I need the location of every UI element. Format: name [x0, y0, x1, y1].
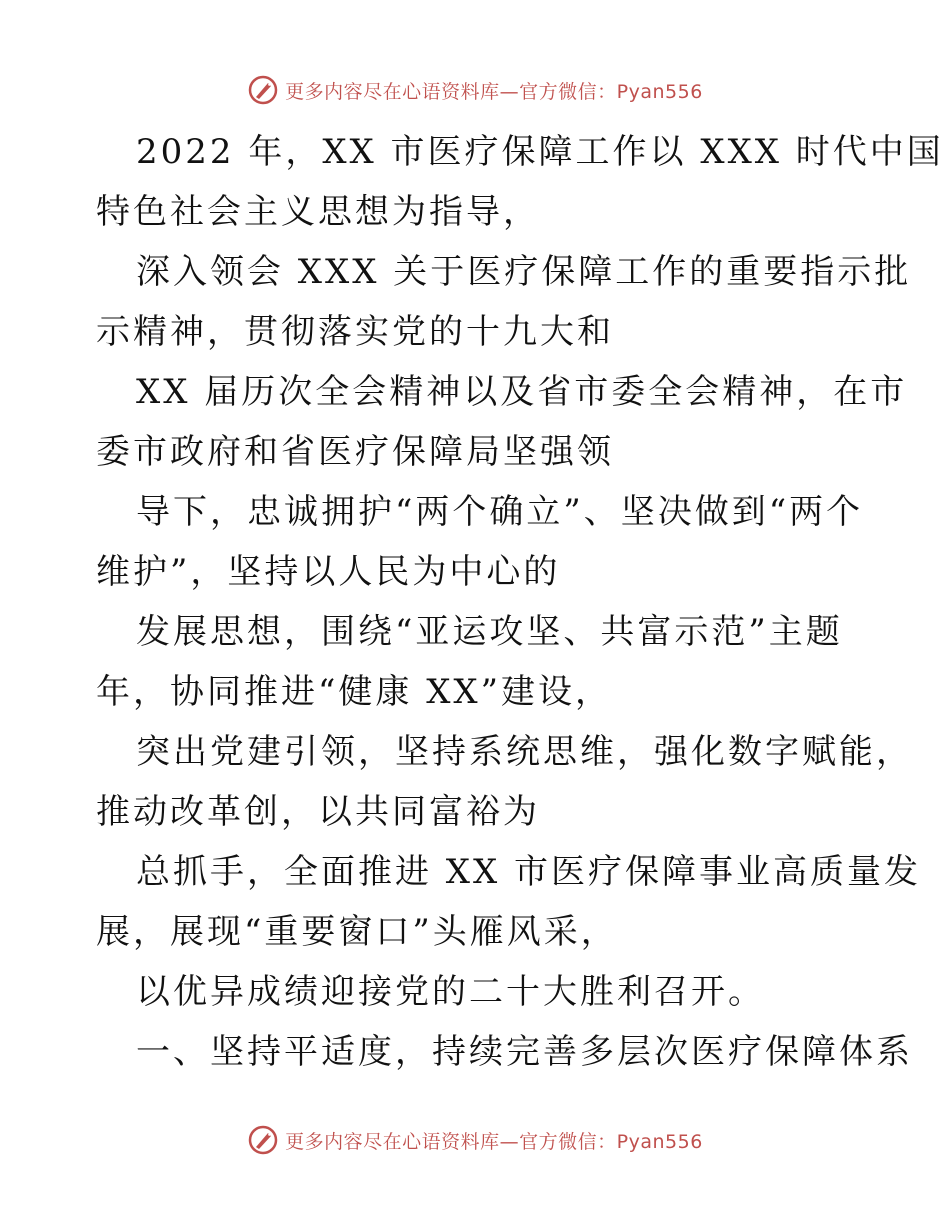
watermark-text: 更多内容尽在心语资料库—官方微信：Pyan556 — [285, 80, 703, 103]
text-line: 委市政府和省医疗保障局坚强领 — [96, 432, 614, 472]
header-watermark — [0, 70, 950, 110]
text-line: 推动改革创，以共同富裕为 — [96, 792, 540, 832]
text-line: 导下，忠诚拥护“两个确立”、坚决做到“两个 — [136, 492, 864, 532]
text-line: 特色社会主义思想为指导， — [96, 192, 540, 232]
text-line: 以优异成绩迎接党的二十大胜利召开。 — [136, 972, 765, 1012]
text-line: 总抓手，全面推进 XX 市医疗保障事业高质量发 — [136, 852, 922, 892]
text-line: 2022 年，XX 市医疗保障工作以 XXX 时代中国 — [136, 132, 944, 172]
watermark-text: 更多内容尽在心语资料库—官方微信：Pyan556 — [285, 1130, 703, 1153]
text-line: 示精神，贯彻落实党的十九大和 — [96, 312, 614, 352]
pen-nib-icon — [247, 74, 279, 106]
text-line: 深入领会 XXX 关于医疗保障工作的重要指示批 — [136, 252, 912, 292]
text-line: 发展思想，围绕“亚运攻坚、共富示范”主题 — [136, 612, 843, 652]
pen-nib-icon — [247, 1124, 279, 1156]
text-line: 一、坚持平适度，持续完善多层次医疗保障体系 — [136, 1032, 913, 1072]
text-line: XX 届历次全会精神以及省市委全会精神，在市 — [136, 372, 908, 412]
text-line: 突出党建引领，坚持系统思维，强化数字赋能， — [136, 732, 913, 772]
document-body — [96, 122, 944, 1082]
text-line: 年，协同推进“健康 XX”建设， — [96, 672, 612, 712]
text-line: 展，展现“重要窗口”头雁风采， — [96, 912, 618, 952]
footer-watermark — [0, 1120, 950, 1160]
text-line: 维护”，坚持以人民为中心的 — [96, 552, 561, 592]
